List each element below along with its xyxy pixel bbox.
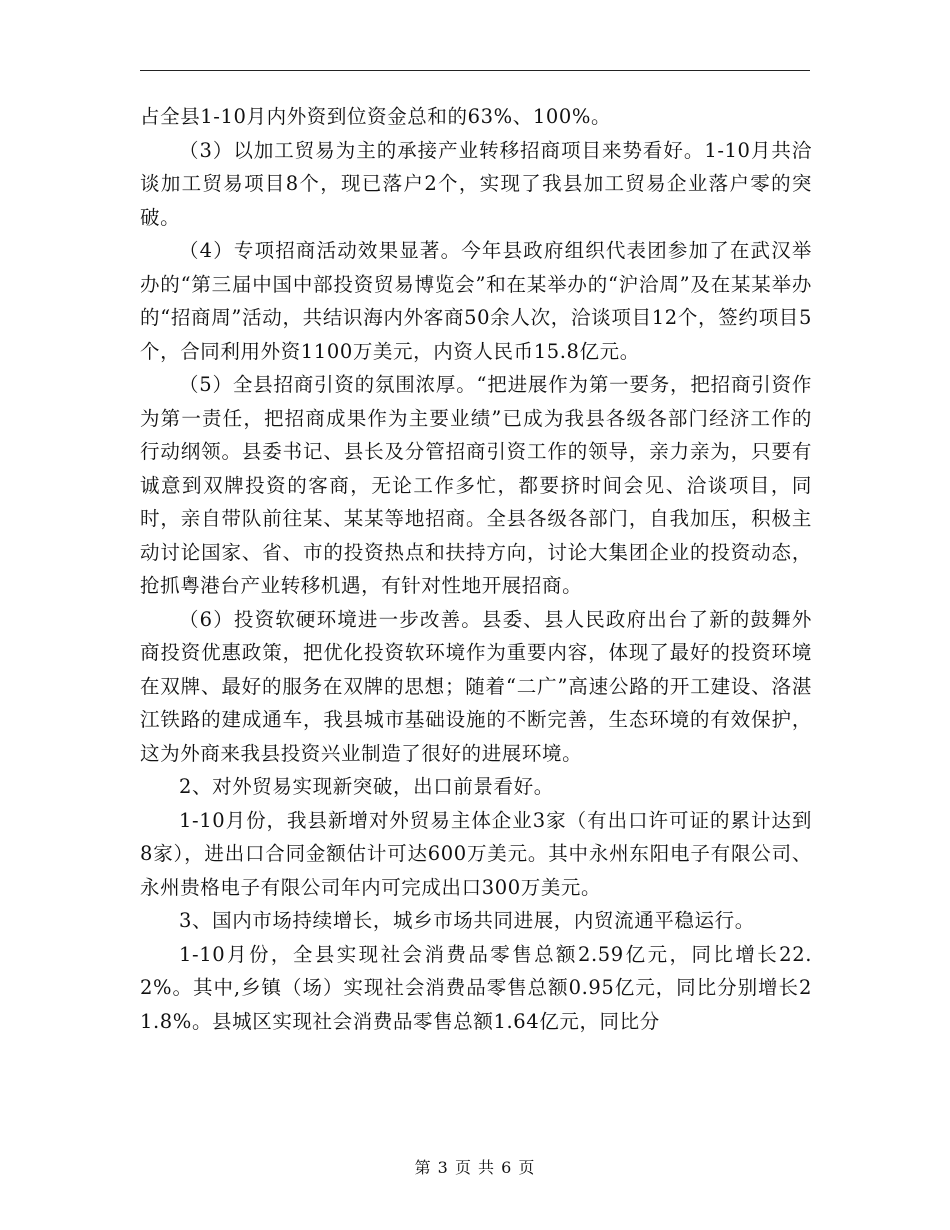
paragraph-item-4: （4）专项招商活动效果显著。今年县政府组织代表团参加了在武汉举办的“第三届中国中部投资贸易博览会”和在某举办的“沪洽周”及在某某举办的“招商周”活动，共结识海内外客商50余人次，洽谈项目12个，签约项目5个，合同利用外资1100万美元，内资人民币15.8亿元。 [140, 239, 812, 363]
paragraph-item-3: （3）以加工贸易为主的承接产业转移招商项目来势看好。1-10月共洽谈加工贸易项目8个，现已落户2个，实现了我县加工贸易企业落户零的突破。 [140, 138, 812, 229]
section-heading-foreign-trade: 2、对外贸易实现新突破，出口前景看好。 [179, 775, 554, 798]
paragraph-item-5: （5）全县招商引资的氛围浓厚。“把进展作为第一要务，把招商引资作为第一责任，把招商成果作为主要业绩”已成为我县各级各部门经济工作的行动纲领。县委书记、县长及分管招商引资工作的领导，亲力亲为，只要有诚意到双牌投资的客商，无论工作多忙，都要挤时间会见、洽谈项目，同时，亲自带队前往某、某某等地招商。全县各级各部门，自我加压，积极主动讨论国家、省、市的投资热点和扶持方向，讨论大集团企业的投资动态，抢抓粤港台产业转移机遇，有针对性地开展招商。 [140, 373, 812, 597]
paragraph-foreign-trade: 1-10月份，我县新增对外贸易主体企业3家（有出口许可证的累计达到8家），进出口合同金额估计可达600万美元。其中永州东阳电子有限公司、永州贵格电子有限公司年内可完成出口300万美元。 [140, 808, 812, 899]
section-heading-domestic-market: 3、国内市场持续增长，城乡市场共同进展，内贸流通平稳运行。 [179, 909, 755, 932]
header-rule [140, 70, 810, 71]
paragraph-continuation: 占全县1-10月内外资到位资金总和的63%、100%。 [140, 105, 612, 128]
body-text [140, 100, 812, 1038]
paragraph-item-6: （6）投资软硬环境进一步改善。县委、县人民政府出台了新的鼓舞外商投资优惠政策，把优化投资软环境作为重要内容，体现了最好的投资环境在双牌、最好的服务在双牌的思想；随着“二广”高速公路的开工建设、洛湛江铁路的建成通车，我县城市基础设施的不断完善，生态环境的有效保护，这为外商来我县投资兴业制造了很好的进展环境。 [140, 607, 812, 765]
paragraph-domestic-market: 1-10月份，全县实现社会消费品零售总额2.59亿元，同比增长22.2%。其中,乡镇（场）实现社会消费品零售总额0.95亿元，同比分别增长21.8%。县城区实现社会消费品零售总额1.64亿元，同比分 [140, 942, 812, 1033]
page-footer: 第 3 页 共 6 页 [414, 1158, 536, 1177]
